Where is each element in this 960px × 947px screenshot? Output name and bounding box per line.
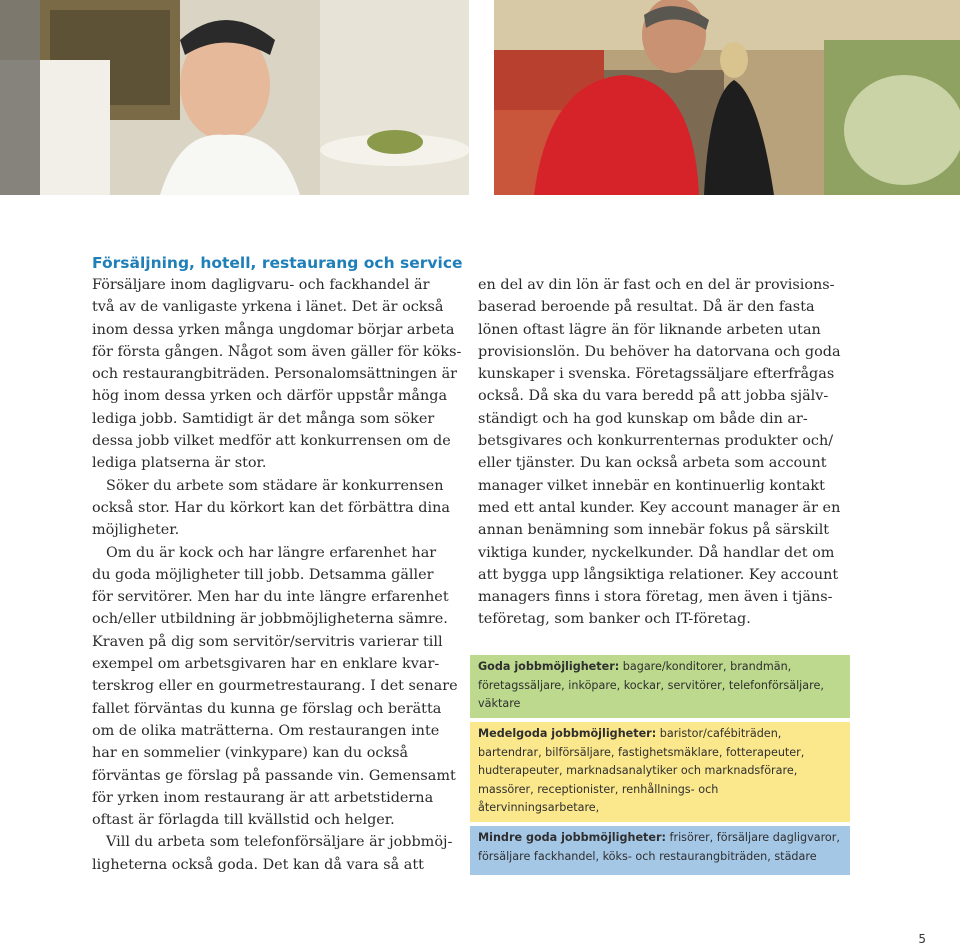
- text-line: annan benämning som innebär fokus på särskilt: [478, 522, 830, 539]
- text-line: terskrog eller en gourmetrestaurang. I det senare: [92, 678, 458, 695]
- text-line: provisionslön. Du behöver ha datorvana och goda: [478, 343, 841, 360]
- text-line: dessa jobb vilket medför att konkurrensen om de: [92, 433, 451, 450]
- box-line: företagssäljare, inköpare, kockar, servitörer, telefonförsäljare,: [478, 678, 824, 692]
- text-line: med ett antal kunder. Key account manager är en: [478, 499, 841, 516]
- text-line: Kraven på dig som servitör/servitris varierar till: [92, 633, 443, 650]
- text-line: baserad beroende på resultat. Då är den fasta: [478, 299, 815, 316]
- text-line: och restaurangbiträden. Personalomsättningen är: [92, 366, 458, 383]
- text-line: och/eller utbildning är jobbmöjligheterna sämre.: [92, 611, 448, 628]
- text-line: lediga jobb. Samtidigt är det många som söker: [92, 410, 435, 427]
- left-column: [92, 252, 472, 876]
- text-line: teföretag, som banker och IT-företag.: [478, 611, 751, 628]
- right-body-text: [478, 274, 860, 631]
- text-line: en del av din lön är fast och en del är provisions-: [478, 277, 835, 293]
- text-line: lönen oftast lägre än för liknande arbeten utan: [478, 321, 821, 338]
- text-line: ligheterna också goda. Det kan då vara så att: [92, 856, 424, 873]
- medium-jobs-box: [470, 722, 850, 822]
- text-line: Försäljare inom dagligvaru- och fackhandel är: [92, 277, 430, 293]
- text-line: förväntas ge förslag på passande vin. Gemensamt: [92, 767, 456, 784]
- text-line: har en sommelier (vinkypare) kan du också: [92, 745, 409, 762]
- text-line: Om du är kock och har längre erfarenhet har: [106, 544, 437, 561]
- good-jobs-label: Goda jobbmöjligheter:: [478, 660, 620, 673]
- box-line: [478, 658, 842, 677]
- text-line: oftast är förlagda till kvällstid och helger.: [92, 812, 395, 829]
- good-jobs-box: [470, 655, 850, 718]
- text-line: också. Då ska du vara beredd på att jobba själv-: [478, 388, 829, 405]
- box-text: bagare/konditorer, brandmän,: [622, 660, 792, 673]
- text-line: fallet förväntas du kunna ge förslag och berätta: [92, 700, 442, 717]
- box-line: massörer, receptionister, renhållnings- och: [478, 782, 719, 796]
- text-line: också stor. Har du körkort kan det förbättra dina: [92, 499, 450, 516]
- text-line: två av de vanligaste yrkena i länet. Det är också: [92, 299, 444, 316]
- right-column: [478, 274, 860, 631]
- text-line: för servitörer. Men har du inte längre erfarenhet: [92, 589, 449, 606]
- text-line: du goda möjligheter till jobb. Detsamma gäller: [92, 566, 434, 583]
- text-line: om de olika maträtterna. Om restaurangen inte: [92, 722, 440, 739]
- text-line: managers finns i stora företag, men även i tjäns-: [478, 589, 833, 606]
- box-line: [478, 725, 842, 744]
- text-line: manager vilket innebär en kontinuerlig kontakt: [478, 477, 825, 494]
- text-line: betsgivares och konkurrenternas produkter och/: [478, 433, 834, 450]
- left-body-text: [92, 274, 472, 876]
- text-line: för yrken inom restaurang är att arbetstiderna: [92, 789, 434, 806]
- text-line: viktiga kunder, nyckelkunder. Då handlar det om: [478, 544, 835, 561]
- box-line: försäljare fackhandel, köks- och restaurangbiträden, städare: [478, 849, 817, 863]
- box-line: bartendrar, bilförsäljare, fastighetsmäklare, fotterapeuter,: [478, 745, 805, 759]
- medium-jobs-label: Medelgoda jobbmöjligheter:: [478, 727, 657, 740]
- box-line: hudterapeuter, marknadsanalytiker och marknadsförare,: [478, 764, 798, 777]
- photo-grocery-worker: [494, 0, 960, 195]
- less-jobs-label: Mindre goda jobbmöjligheter:: [478, 831, 666, 844]
- text-line: hög inom dessa yrken och därför uppstår många: [92, 388, 448, 405]
- box-text: frisörer, försäljare dagligvaror,: [669, 831, 840, 844]
- text-line: inom dessa yrken många ungdomar börjar arbeta: [92, 321, 455, 338]
- text-line: eller tjänster. Du kan också arbeta som account: [478, 455, 827, 472]
- box-line: [478, 829, 842, 848]
- text-line: möjligheter.: [92, 522, 180, 539]
- text-line: kunskaper i svenska. Företagssäljare efterfrågas: [478, 366, 835, 383]
- text-line: Vill du arbeta som telefonförsäljare är jobbmöj-: [106, 834, 453, 851]
- less-jobs-box: [470, 826, 850, 875]
- page-number: 5: [918, 932, 926, 946]
- text-line: Söker du arbete som städare är konkurrensen: [106, 477, 444, 494]
- text-line: ständigt och ha god kunskap om både din ar-: [478, 410, 808, 427]
- photo-chef-serving: [0, 0, 469, 195]
- section-heading: Försäljning, hotell, restaurang och service: [92, 254, 463, 272]
- text-line: lediga platserna är stor.: [92, 455, 267, 472]
- box-line: återvinningsarbetare,: [478, 801, 600, 814]
- box-line: väktare: [478, 697, 521, 710]
- text-line: för första gången. Något som även gäller för köks-: [92, 343, 462, 360]
- text-line: att bygga upp långsiktiga relationer. Key account: [478, 566, 839, 583]
- text-line: exempel om arbetsgivaren har en enklare kvar-: [92, 656, 440, 673]
- box-text: baristor/cafébiträden,: [659, 727, 782, 740]
